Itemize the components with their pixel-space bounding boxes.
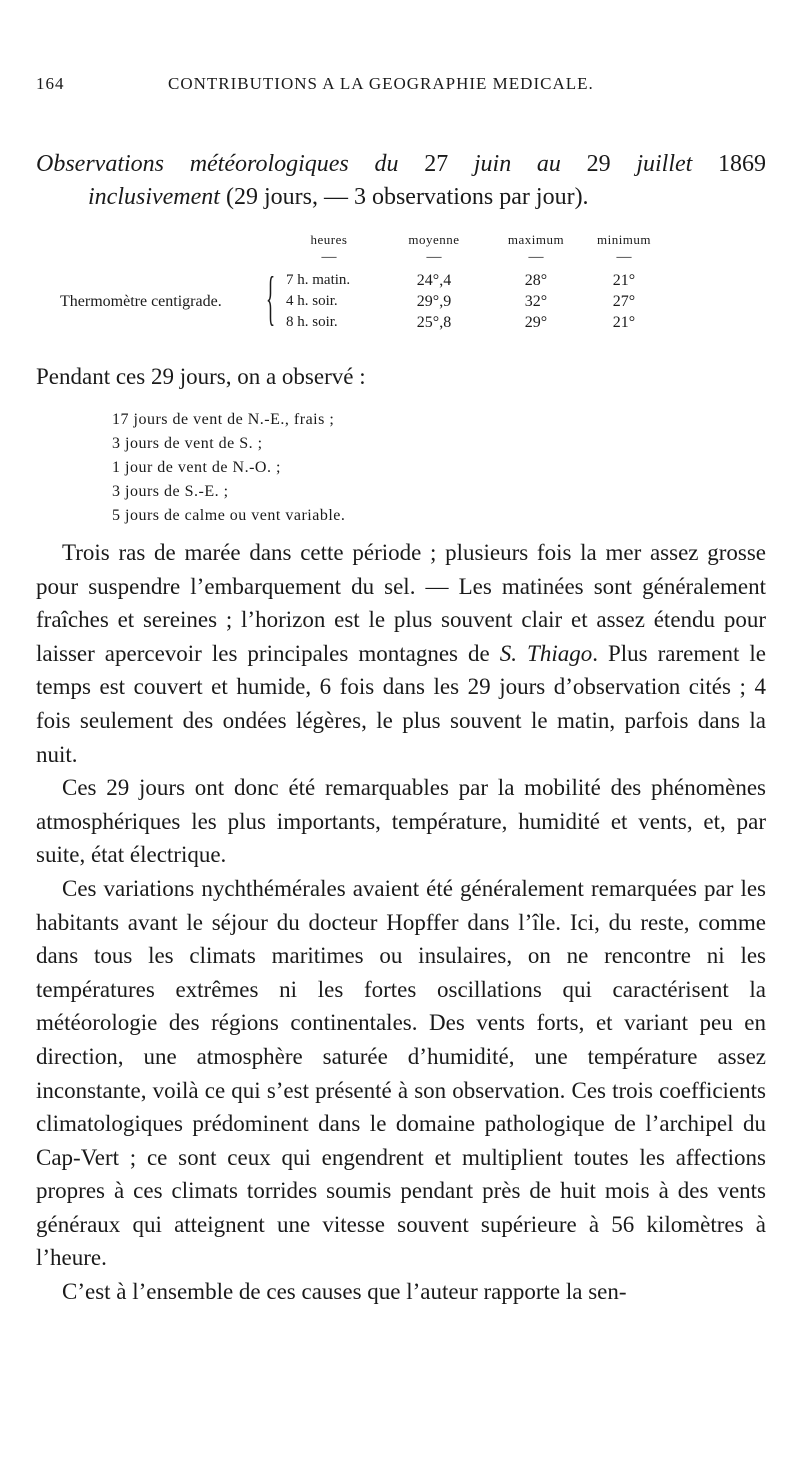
- title-num-1: 27: [424, 151, 449, 177]
- cell-maximum: 29°: [524, 313, 548, 331]
- title-italic-3: juillet: [610, 151, 719, 177]
- pendant-heading: Pendant ces 29 jours, on a observé :: [36, 364, 366, 389]
- cell-minimum: 21°: [612, 313, 636, 331]
- cell-heure: 7 h. matin.: [286, 272, 351, 288]
- column-dash: —: [616, 249, 632, 265]
- wind-list: [112, 408, 345, 528]
- row-label-thermometre: Thermomètre centigrade.: [60, 292, 222, 310]
- observations-title-line-1: [36, 148, 766, 181]
- cell-moyenne: 29°,9: [416, 292, 452, 310]
- cell-heure: 8 h. soir.: [286, 314, 338, 330]
- paragraph-text: . Plus rarement le temps est couvert et humide, 6 fois dans les 29 jours d’observation cités ; 4 fois seulement des ondées légères, le plus souvent le matin, parfois dans la nuit.: [36, 640, 766, 767]
- paragraph: Ces 29 jours ont donc été remarquables par la mobilité des phénomènes atmosphériques les plus importants, température, humidité et vents, et, par suite, état électrique.: [36, 775, 766, 868]
- column-dash: —: [528, 249, 544, 265]
- title-year: 1869: [718, 151, 767, 177]
- column-header-moyenne: moyenne: [408, 232, 460, 247]
- column-dash: —: [426, 249, 442, 265]
- cell-minimum: 27°: [612, 292, 636, 310]
- observations-title: [36, 148, 766, 214]
- paragraph: Ces variations nychthémérales avaient été généralement remarquées par les habitants avant le séjour du docteur Hopffer dans l’île. Ici, du reste, comme dans tous les climats maritimes ou insulaires, on ne rencontre ni les températures extrêmes ni les fortes oscillations qui caractérisent la météorologie des régions continentales. Des vents forts, et variant peu en direction, une atmosphère saturée d’humidité, une température assez inconstante, voilà ce qui s’est présenté à son observation. Ces trois coefficients climatologiques prédominent dans le domaine pathologique de l’archipel du Cap-Vert ; ce sont ceux qui engendrent et multiplient toutes les affections propres à ces climats torrides soumis pendant près de huit mois à des vents généraux qui atteignent une vitesse souvent supérieure à 56 kilomètres à l’heure.: [36, 875, 766, 1271]
- cell-maximum: 32°: [524, 292, 548, 310]
- observations-title-line-2: [36, 181, 766, 214]
- column-header-maximum: maximum: [507, 232, 565, 247]
- list-item: 5 jours de calme ou vent variable.: [112, 507, 346, 524]
- list-item: 17 jours de vent de N.-E., frais ;: [112, 411, 335, 428]
- curly-brace: {: [266, 266, 276, 334]
- running-header: [36, 74, 766, 98]
- title-roman-1: du: [348, 151, 425, 177]
- title-italic-2: juin au: [448, 151, 587, 177]
- list-item: 3 jours de vent de S. ;: [112, 435, 263, 452]
- page-number: 164: [36, 74, 65, 93]
- running-title: CONTRIBUTIONS A LA GEOGRAPHIE MEDICALE.: [168, 74, 594, 93]
- cell-moyenne: 25°,8: [416, 313, 452, 331]
- table-row: [60, 270, 666, 291]
- cell-maximum: 28°: [524, 271, 548, 289]
- paragraph-text: Trois ras de marée dans cette période ; plusieurs fois la mer assez grosse pour suspendre l’embarquement du sel. — Les matinées sont généralement fraîches et sereines ; l’horizon est le plus souvent clair et assez étendu pour laisser apercevoir les principales montagnes de: [36, 540, 766, 666]
- list-item: 3 jours de S.-E. ;: [112, 483, 229, 500]
- title-italic-1: Observations météorologiques: [36, 151, 349, 177]
- body-text: [36, 536, 766, 1309]
- thermometer-table: [60, 232, 666, 333]
- title-num-2: 29: [586, 151, 611, 177]
- list-item: 1 jour de vent de N.-O. ;: [112, 459, 281, 476]
- cell-heure: 4 h. soir.: [286, 293, 338, 309]
- cell-minimum: 21°: [612, 271, 636, 289]
- paragraph: [36, 536, 766, 771]
- column-dash: —: [321, 249, 337, 265]
- title-italic-4: inclusivement: [88, 184, 220, 210]
- column-header-heures: heures: [310, 232, 348, 247]
- cell-moyenne: 24°,4: [416, 271, 452, 289]
- place-name: S. Thiago: [499, 640, 593, 666]
- paragraph: C’est à l’ensemble de ces causes que l’auteur rapporte la sen-: [62, 1279, 627, 1305]
- title-roman-2: (29 jours, — 3 observations par jour).: [219, 184, 589, 210]
- column-header-minimum: minimum: [596, 232, 652, 247]
